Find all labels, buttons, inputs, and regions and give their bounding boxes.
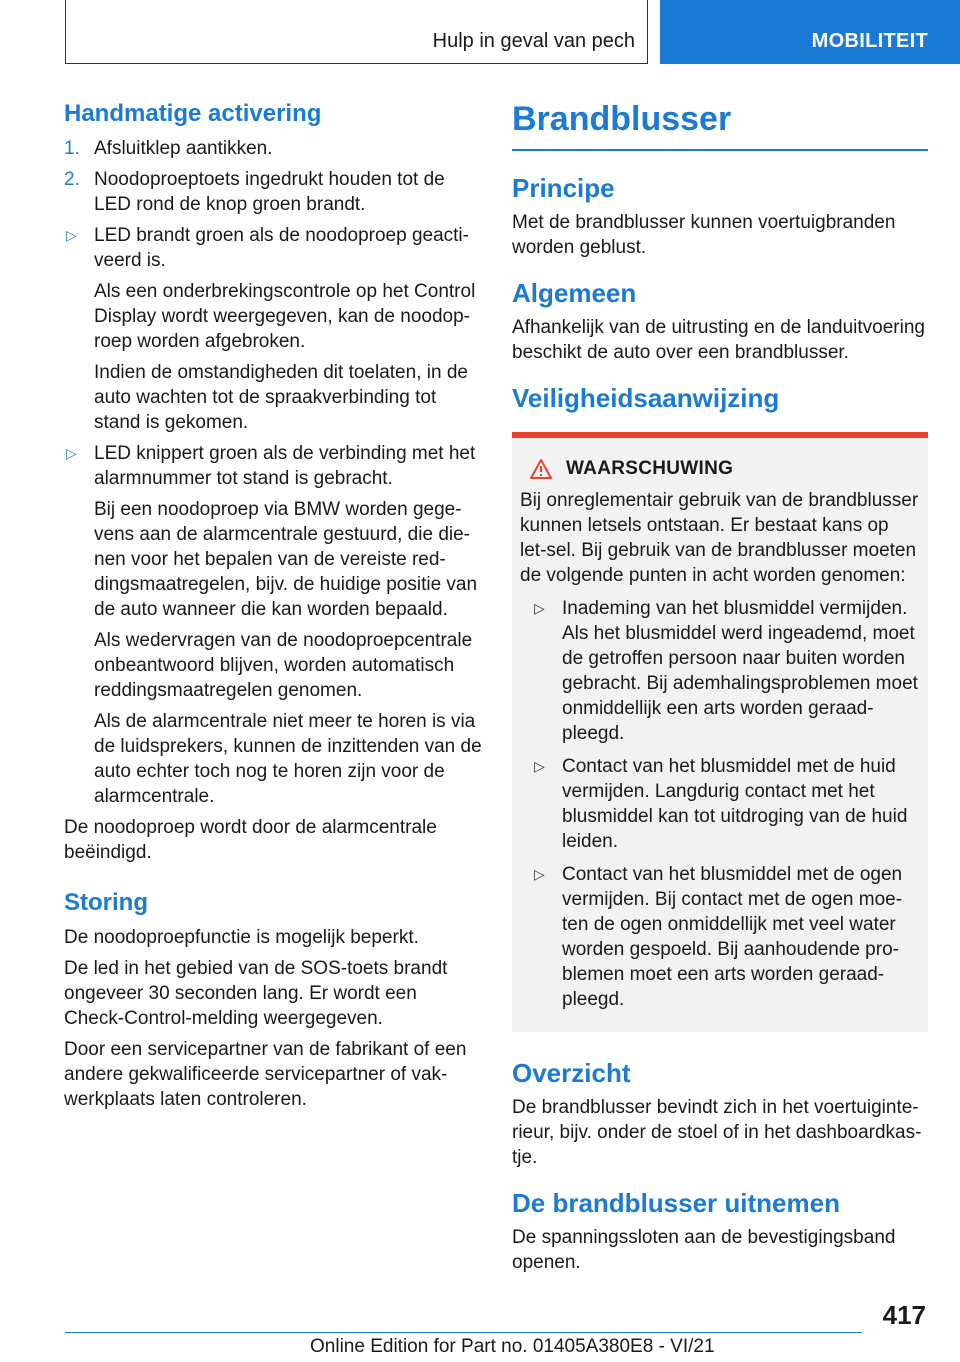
bullet-text: LED knippert groen als de verbinding met het alarmnummer tot stand is gebracht.: [94, 443, 476, 489]
paragraph: Als de alarmcentrale niet meer te horen is via de luidsprekers, kunnen de inzittenden van de auto echter toch nog te horen zijn voor de alarmcentrale.: [94, 711, 482, 807]
paragraph: De brandblusser bevindt zich in het voertuiginte-rieur, bijv. onder de stoel of in het dashboardkas-tje.: [512, 1097, 922, 1168]
result-bullet-2: [64, 441, 482, 491]
warning-item: [520, 596, 920, 746]
step-text: Noodoproeptoets ingedrukt houden tot de LED rond de knop groen brandt.: [94, 169, 445, 215]
warning-intro: Bij onreglementair gebruik van de brandblusser kunnen letsels ontstaan. Er bestaat kans op let-sel. Bij gebruik van de brandblusser moeten de volgende punten in acht worden genomen:: [520, 490, 919, 586]
triangle-bullet-icon: ▷: [66, 445, 77, 461]
footer-divider: [65, 1332, 862, 1333]
result-bullet-1: [64, 223, 482, 273]
paragraph: Als een onderbrekingscontrole op het Control Display wordt weergegeven, kan de noodop-roep worden afgebroken.: [94, 281, 476, 352]
heading-storing: Storing: [64, 889, 148, 916]
bullet-text: LED brandt groen als de noodoproep geacti-veerd is.: [94, 225, 469, 271]
header-chapter-label: MOBILITEIT: [811, 30, 928, 52]
paragraph: De led in het gebied van de SOS-toets brandt ongeveer 30 seconden lang. Er wordt een Check-Control-melding weergegeven.: [64, 958, 448, 1029]
paragraph: De noodoproep wordt door de alarmcentrale beëindigd.: [64, 817, 437, 863]
header-chapter-tab[interactable]: [660, 0, 960, 64]
step-number: 1.: [64, 138, 80, 159]
heading-handmatige-activering: Handmatige activering: [64, 100, 322, 127]
warning-box: [512, 432, 928, 1032]
warning-title-row: [520, 458, 920, 480]
heading-veiligheidsaanwijzing: Veiligheidsaanwijzing: [512, 383, 780, 413]
warning-item-text: Contact van het blusmiddel met de huid vermijden. Langdurig contact met het blusmiddel kan tot uitdroging van de huid leiden.: [562, 756, 908, 852]
warning-item: [520, 754, 920, 854]
paragraph: De noodoproepfunctie is mogelijk beperkt.: [64, 927, 419, 948]
warning-triangle-icon: [530, 459, 552, 479]
heading-principe: Principe: [512, 173, 615, 203]
page-number: 417: [882, 1300, 926, 1330]
warning-item: [520, 862, 920, 1012]
triangle-bullet-icon: ▷: [66, 227, 77, 243]
step-1: [64, 136, 482, 161]
paragraph: Bij een noodoproep via BMW worden gege-vens aan de alarmcentrale gestuurd, die die-nen voor het bepalen van de vereiste red-dingsmaatregelen, bijv. de huidige positie van de auto wanneer die kan worden bepaald.: [94, 499, 478, 620]
triangle-bullet-icon: ▷: [534, 600, 545, 616]
right-column: [512, 100, 928, 1281]
paragraph: Indien de omstandigheden dit toelaten, in de auto wachten tot de spraakverbinding tot stand is gekomen.: [94, 362, 468, 433]
triangle-bullet-icon: ▷: [534, 866, 545, 882]
header-section-title: Hulp in geval van pech: [432, 30, 635, 52]
heading-algemeen: Algemeen: [512, 278, 637, 308]
heading-uitnemen: De brandblusser uitnemen: [512, 1188, 840, 1218]
left-column: [64, 100, 482, 1118]
warning-body: [512, 438, 928, 1032]
triangle-bullet-icon: ▷: [534, 758, 545, 774]
paragraph: Afhankelijk van de uitrusting en de landuitvoering beschikt de auto over een brandblusser.: [512, 317, 925, 363]
header-section-box: [65, 0, 648, 64]
paragraph: Door een servicepartner van de fabrikant of een andere gekwalificeerde servicepartner of vak-werkplaats laten controleren.: [64, 1039, 467, 1110]
step-number: 2.: [64, 169, 80, 190]
warning-item-text: Inademing van het blusmiddel vermijden. Als het blusmiddel werd ingeademd, moet de getroffen persoon naar buiten worden gebracht. Bij ademhalingsproblemen moet onmiddellijk een arts worden geraad-pleegd.: [562, 598, 918, 744]
page-title: Brandblusser: [512, 100, 928, 151]
paragraph: Met de brandblusser kunnen voertuigbranden worden geblust.: [512, 212, 896, 258]
warning-item-text: Contact van het blusmiddel met de ogen vermijden. Bij contact met de ogen moe-ten de ogen onmiddellijk met veel water worden gespoeld. Bij aanhoudende pro-blemen moet een arts worden geraad-pleegd.: [562, 864, 903, 1010]
step-text: Afsluitklep aantikken.: [94, 138, 273, 159]
footer-edition: Online Edition for Part no. 01405A380E8 - VI/21: [310, 1336, 715, 1357]
step-2: [64, 167, 482, 217]
heading-overzicht: Overzicht: [512, 1058, 631, 1088]
paragraph: De spanningssloten aan de bevestigingsband openen.: [512, 1227, 896, 1273]
paragraph: Als wedervragen van de noodoproepcentrale onbeantwoord blijven, worden automatisch reddingsmaatregelen genomen.: [94, 630, 473, 701]
warning-title: WAARSCHUWING: [566, 458, 734, 479]
